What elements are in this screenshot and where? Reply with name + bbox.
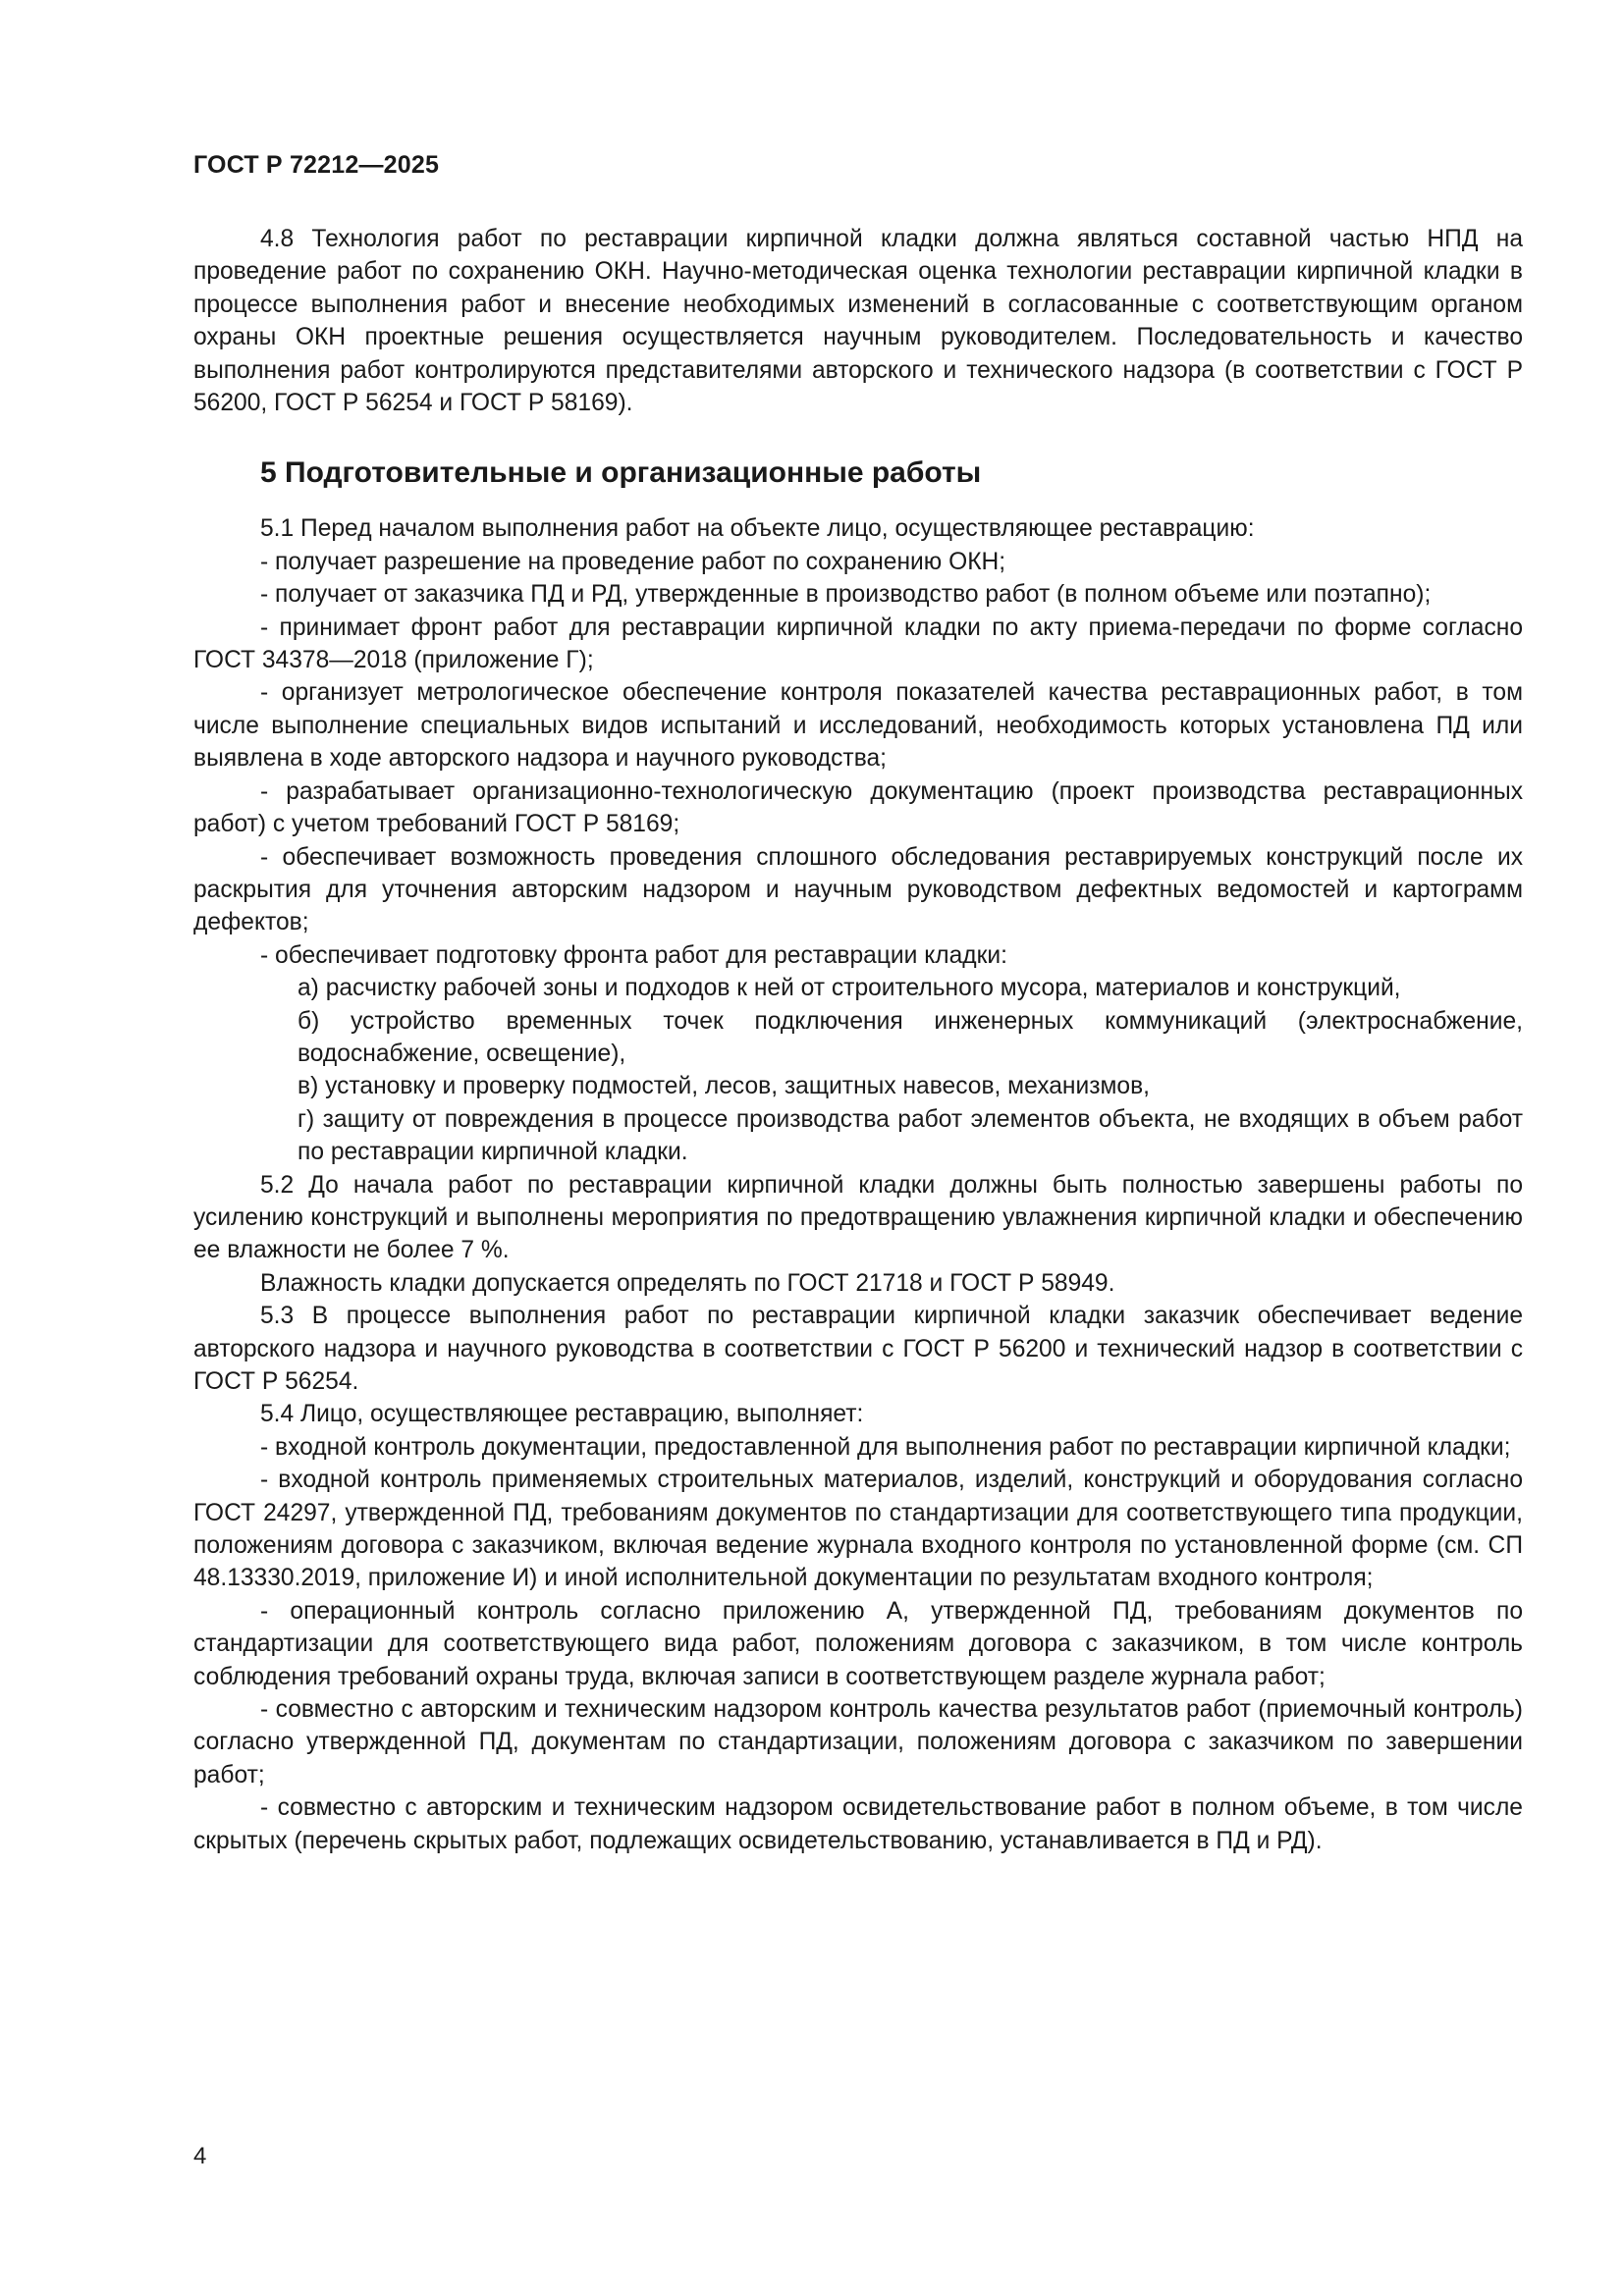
list-item: - разрабатывает организационно-технологическую документацию (проект производства реставрационных работ) с учетом требований ГОСТ Р 58169; xyxy=(193,777,1523,838)
list-item: - операционный контроль согласно приложению А, утвержденной ПД, требованиям документов по стандартизации для соответствующего вида работ, положениям договора с заказчиком, в том числе контроль соблюдения требований охраны труда, включая записи в соответствующем разделе журнала работ; xyxy=(193,1597,1523,1690)
sub-list-item: б) устройство временных точек подключения инженерных коммуникаций (электроснабжение, водоснабжение, освещение), xyxy=(298,1007,1523,1067)
sub-list-item: в) установку и проверку подмостей, лесов, защитных навесов, механизмов, xyxy=(298,1073,1150,1100)
sub-list-item: г) защиту от повреждения в процессе производства работ элементов объекта, не входящих в объем работ по реставрации кирпичной кладки. xyxy=(298,1105,1523,1166)
list-item: - совместно с авторским и техническим надзором контроль качества результатов работ (приемочный контроль) согласно утвержденной ПД, документам по стандартизации, положениям договора с заказчиком по завершении работ; xyxy=(193,1696,1523,1789)
paragraph-5-2-note: Влажность кладки допускается определять по ГОСТ 21718 и ГОСТ Р 58949. xyxy=(260,1269,1115,1297)
paragraph-4-8: 4.8 Технология работ по реставрации кирпичной кладки должна являться составной частью НПД на проведение работ по сохранению ОКН. Научно-методическая оценка технологии реставрации кирпичной кладки в процессе выполнения работ и внесение необходимых изменений в согласованные с соответствующим органом охраны ОКН проектные решения осуществляется научным руководителем. Последовательность и качество выполнения работ контролируются представителями авторского и технического надзора (в соответствии с ГОСТ Р 56200, ГОСТ Р 56254 и ГОСТ Р 58169). xyxy=(193,226,1523,417)
list-item: - организует метрологическое обеспечение контроля показателей качества реставрационных работ, в том числе выполнение специальных видов испытаний и исследований, необходимость которых установлена ПД или выявлена в ходе авторского надзора и научного руководства; xyxy=(193,679,1523,773)
list-item: - получает от заказчика ПД и РД, утвержденные в производство работ (в полном объеме или поэтапно); xyxy=(260,581,1432,609)
list-item: - совместно с авторским и техническим надзором освидетельствование работ в полном объеме, в том числе скрытых (перечень скрытых работ, подлежащих освидетельствованию, устанавливается в ПД и РД). xyxy=(193,1794,1523,1854)
paragraph-5-1: 5.1 Перед началом выполнения работ на объекте лицо, осуществляющее реставрацию: xyxy=(260,515,1255,543)
paragraph-5-4: 5.4 Лицо, осуществляющее реставрацию, выполняет: xyxy=(260,1401,864,1428)
paragraph-5-2: 5.2 До начала работ по реставрации кирпичной кладки должны быть полностью завершены работы по усилению конструкций и выполнены мероприятия по предотвращению увлажнения кирпичной кладки и обеспечению ее влажности не более 7 %. xyxy=(193,1171,1523,1264)
paragraph-5-3: 5.3 В процессе выполнения работ по реставрации кирпичной кладки заказчик обеспечивает ведение авторского надзора и научного руководства в соответствии с ГОСТ Р 56200 и технический надзор в соответствии с ГОСТ Р 56254. xyxy=(193,1303,1523,1395)
document-body xyxy=(193,223,1523,1857)
list-item: - получает разрешение на проведение работ по сохранению ОКН; xyxy=(260,548,1006,575)
list-item: - обеспечивает возможность проведения сплошного обследования реставрируемых конструкций после их раскрытия для уточнения авторским надзором и научным руководством дефектных ведомостей и картограмм дефектов; xyxy=(193,843,1523,936)
list-item: - входной контроль применяемых строительных материалов, изделий, конструкций и оборудования согласно ГОСТ 24297, утвержденной ПД, требованиям документов по стандартизации для соответствующего типа продукции, положениям договора с заказчиком, включая ведение журнала входного контроля по установленной форме (см. СП 48.13330.2019, приложение И) и иной исполнительной документации по результатам входного контроля; xyxy=(193,1467,1523,1592)
page-number: 4 xyxy=(193,2143,207,2169)
document-header: ГОСТ Р 72212—2025 xyxy=(193,151,440,179)
list-item: - обеспечивает подготовку фронта работ для реставрации кладки: xyxy=(260,941,1007,969)
sub-list-item: а) расчистку рабочей зоны и подходов к ней от строительного мусора, материалов и конструкций, xyxy=(298,975,1401,1002)
list-item: - принимает фронт работ для реставрации кирпичной кладки по акту приема-передачи по форме согласно ГОСТ 34378—2018 (приложение Г); xyxy=(193,614,1523,674)
section-5-title: 5 Подготовительные и организационные работы xyxy=(260,456,982,490)
list-item: - входной контроль документации, предоставленной для выполнения работ по реставрации кирпичной кладки; xyxy=(260,1433,1511,1461)
